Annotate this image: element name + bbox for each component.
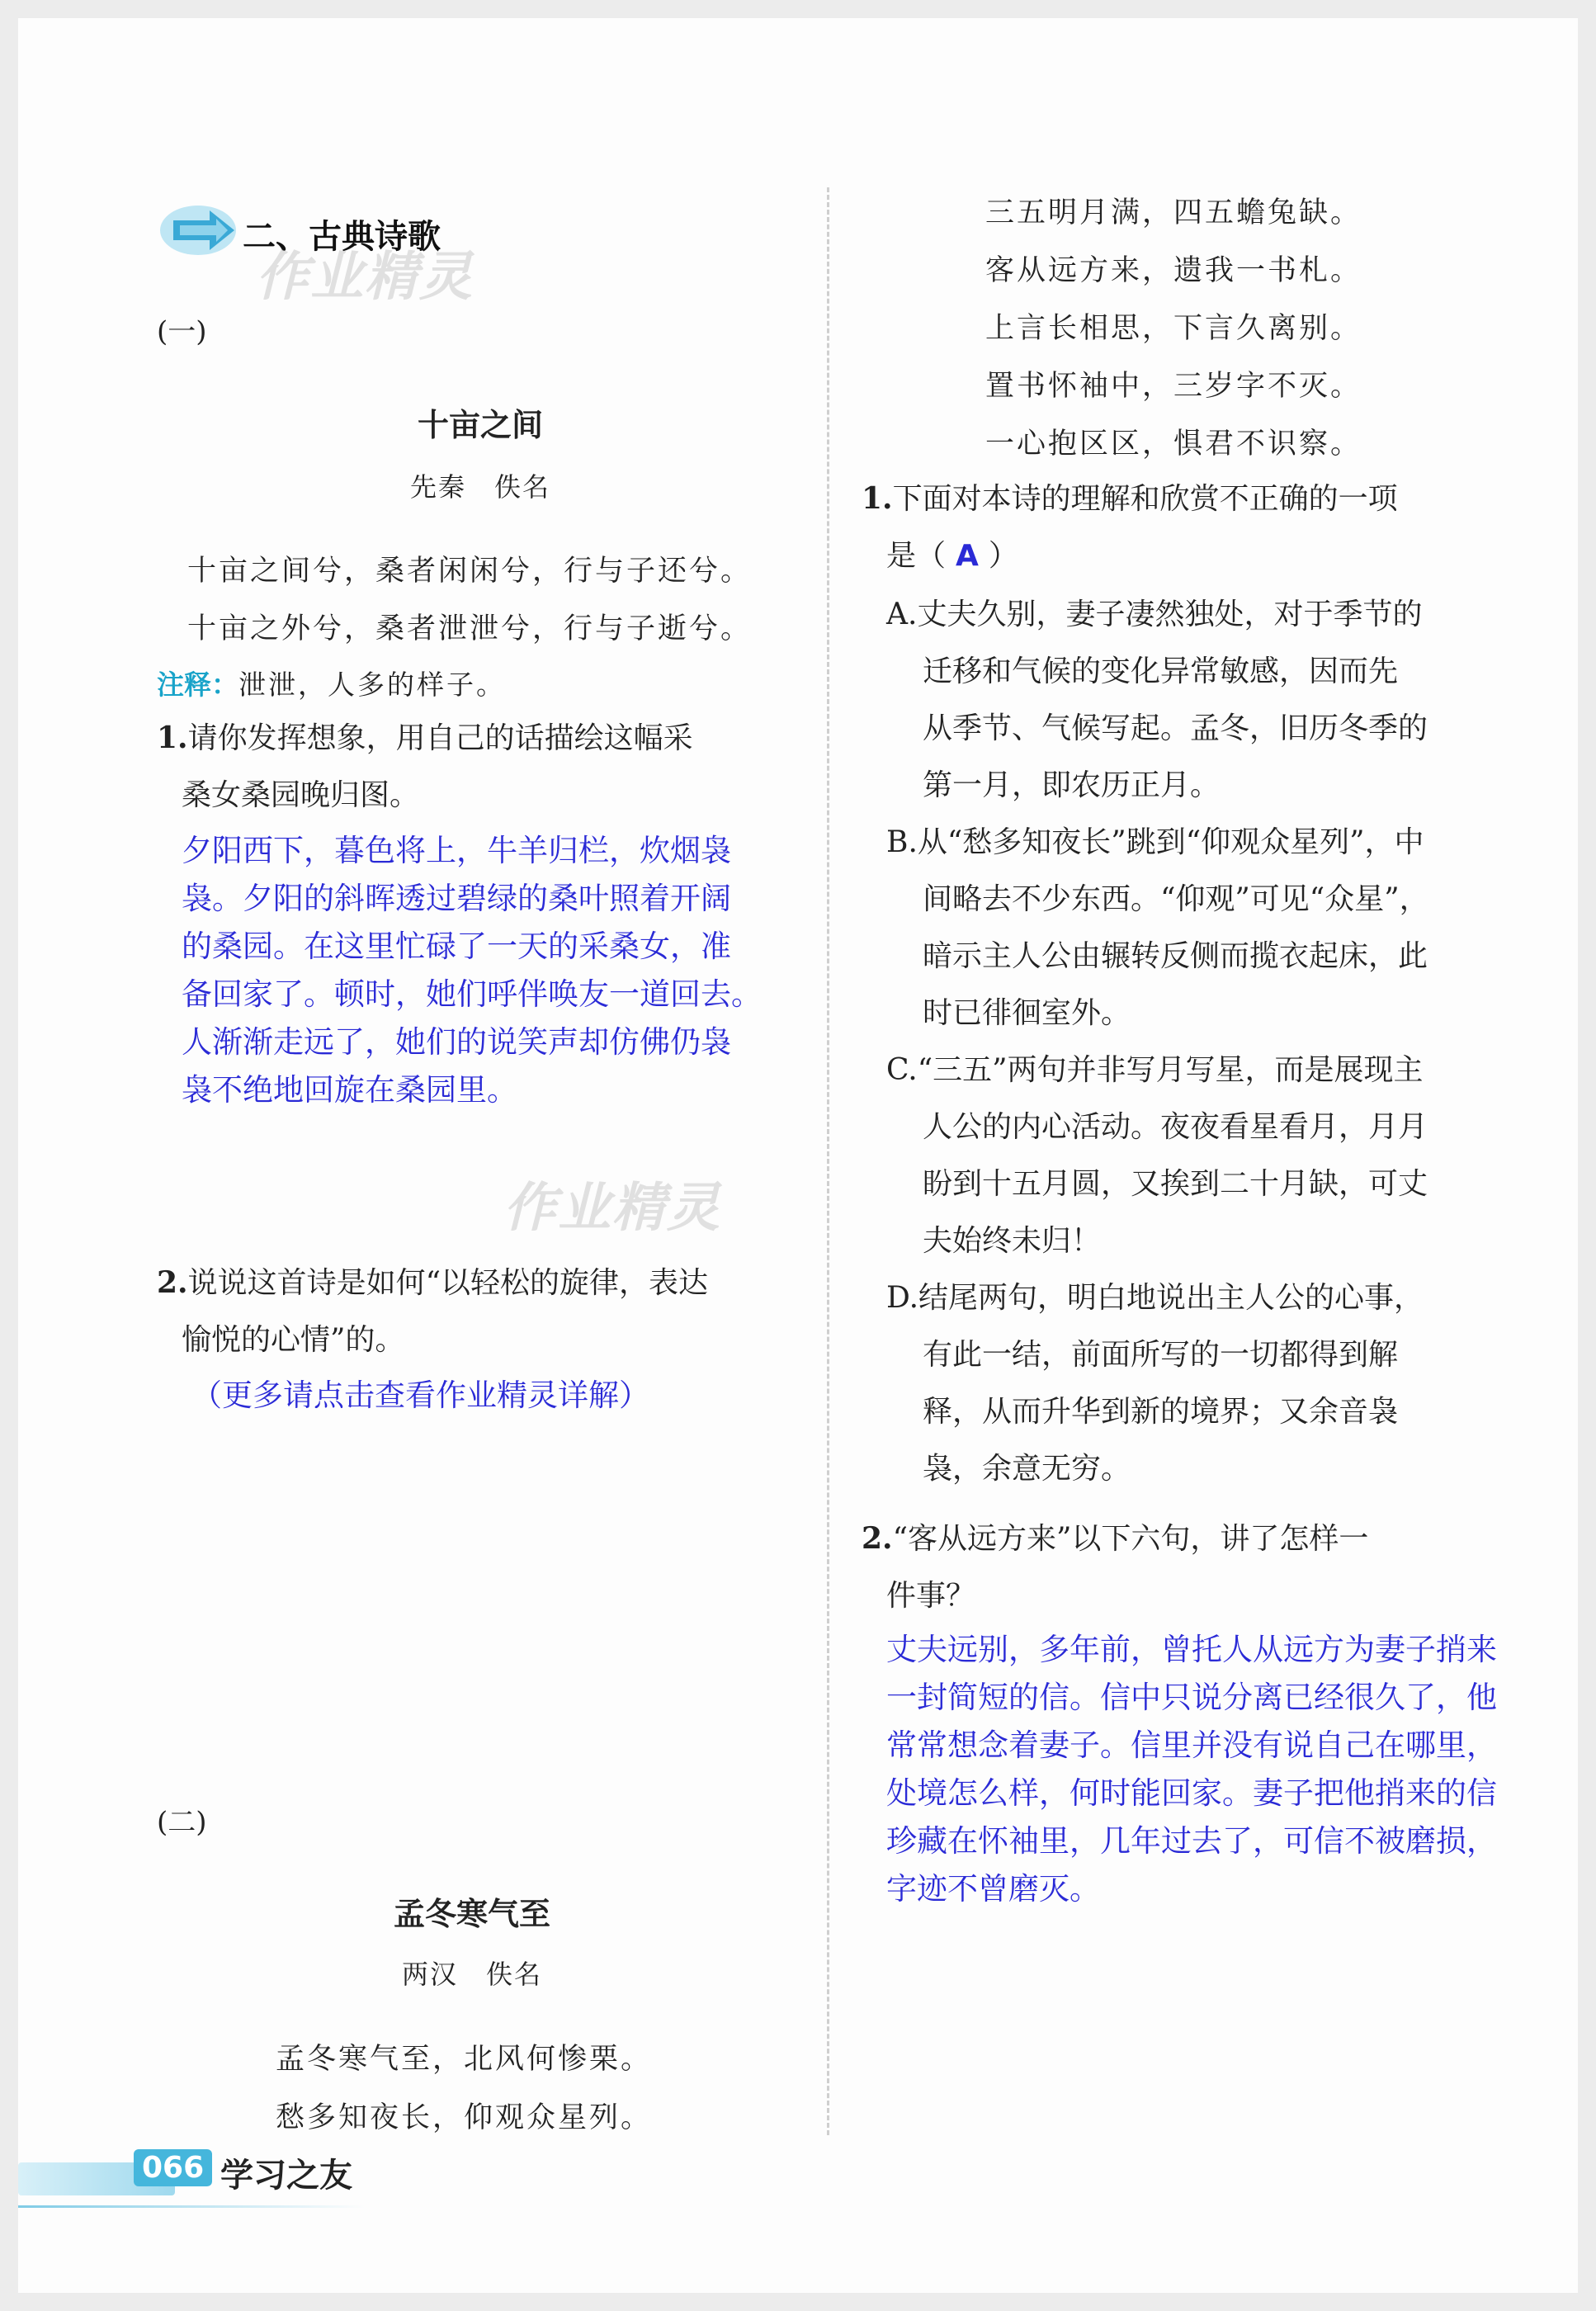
page-number: 066 [134, 2149, 212, 2186]
question-text-cont: 桑女桑园晚归图。 [182, 778, 420, 812]
poem-line: 一心抱区区，惧君不识察。 [985, 428, 1362, 461]
question-text: 下面对本诗的理解和欣赏不正确的一项 [892, 482, 1398, 516]
footer-rule [18, 2205, 365, 2208]
option-line: 袅，余意无穷。 [923, 1452, 1131, 1486]
option-line: 暗示主人公由辗转反侧而揽衣起床，此 [923, 939, 1428, 973]
poem-author: 先秦 佚名 [409, 471, 550, 503]
option-line: 夫始终未归！ [923, 1224, 1102, 1258]
option-b [886, 814, 1429, 1042]
question-number: 2. [157, 1265, 188, 1300]
question-number: 1. [157, 721, 188, 755]
question-text: 请你发挥想象，用自己的话描绘这幅采 [187, 721, 693, 755]
option-c [886, 1042, 1429, 1269]
part1-label: (一) [157, 315, 207, 348]
answer-line: 常常想念着妻子。信里并没有说自己在哪里， [886, 1727, 1497, 1763]
option-line: 时已徘徊室外。 [923, 996, 1131, 1030]
answer-line: 袅。夕阳的斜晖透过碧绿的桑叶照着开阔 [182, 881, 731, 916]
page [18, 18, 1578, 2293]
question-text-cont: 是（ [886, 539, 947, 573]
poem-line: 十亩之间兮，桑者闲闲兮，行与子还兮。 [187, 555, 753, 588]
option-line: 第一月，即农历正月。 [923, 768, 1221, 802]
question-text-cont: 愉悦的心情”的。 [182, 1323, 405, 1357]
option-line: A.丈夫久别，妻子凄然独处，对于季节的 [886, 598, 1423, 631]
answer-line: 人渐渐走远了，她们的说笑声却仿佛仍袅 [182, 1024, 731, 1060]
poem-line: 上言长相思，下言久离别。 [985, 312, 1362, 345]
option-line: B.从“愁多知夜长”跳到“仰观众星列”，中 [886, 825, 1424, 859]
option-line: D.结尾两句，明白地说出主人公的心事， [886, 1281, 1424, 1315]
answer-line: 处境怎么样，何时能回家。妻子把他捎来的信 [886, 1775, 1497, 1811]
option-line: 人公的内心活动。夜夜看星看月，月月 [923, 1110, 1428, 1144]
question-text-cont: 件事？ [886, 1579, 976, 1613]
option-line: C.“三五”两句并非写月写星，而是展现主 [886, 1053, 1424, 1087]
watermark: 作业精灵 [503, 1178, 721, 1239]
question-text: “客从远方来”以下六句，讲了怎样一 [892, 1522, 1369, 1556]
options [886, 586, 1429, 1497]
poem-line: 三五明月满，四五蟾兔缺。 [985, 196, 1362, 229]
answer-line: 的桑园。在这里忙碌了一天的采桑女，准 [182, 929, 731, 964]
more-link[interactable]: （更多请点击查看作业精灵详解） [191, 1378, 649, 1413]
option-line: 间略去不少东西。“仰观”可见“众星”， [923, 882, 1429, 916]
poem-author: 两汉 佚名 [401, 1959, 542, 1990]
question-text-end: ） [988, 539, 1018, 573]
note-label: 注释： [157, 669, 238, 701]
poem-line: 十亩之外兮，桑者泄泄兮，行与子逝兮。 [187, 612, 753, 645]
option-line: 释，从而升华到新的境界；又余音袅 [923, 1395, 1399, 1429]
selected-answer: A [956, 539, 979, 573]
poem-continued [985, 190, 1362, 479]
question-number: 2. [862, 1521, 893, 1556]
answer-line: 字迹不曾磨灭。 [886, 1871, 1100, 1907]
question-2-2 [862, 1510, 1538, 1624]
option-a [886, 586, 1429, 814]
question-1 [157, 710, 800, 824]
part2-label: (二) [157, 1806, 207, 1839]
question-number: 1. [862, 481, 893, 516]
column-divider [827, 187, 829, 2135]
option-line: 有此一结，前面所写的一切都得到解 [923, 1338, 1399, 1372]
question-text: 说说这首诗是如何“以轻松的旋律，表达 [187, 1266, 708, 1300]
answer-line: 夕阳西下，暮色将上，牛羊归栏，炊烟袅 [182, 833, 731, 868]
book-title: 学习之友 [220, 2156, 352, 2195]
answer-line: 袅不绝地回旋在桑园里。 [182, 1072, 517, 1108]
watermark: 作业精灵 [256, 247, 474, 308]
poem-line: 客从远方来，遗我一书札。 [985, 254, 1362, 287]
note-text: 泄泄，人多的样子。 [238, 669, 506, 701]
answer-line: 一封简短的信。信中只说分离已经很久了，他 [886, 1680, 1497, 1715]
poem-line: 置书怀袖中，三岁字不灭。 [985, 370, 1362, 403]
poem-line: 孟冬寒气至，北风何惨栗。 [276, 2043, 653, 2076]
question-2 [157, 1255, 800, 1368]
option-line: 从季节、气候写起。孟冬，旧历冬季的 [923, 711, 1428, 745]
part2-title-block [183, 1888, 761, 1992]
option-d [886, 1269, 1429, 1497]
part1-title-block [183, 399, 777, 504]
answer-line: 丈夫远别，多年前，曾托人从远方为妻子捎来 [886, 1632, 1497, 1667]
poem-line: 愁多知夜长，仰观众星列。 [276, 2101, 653, 2134]
option-line: 盼到十五月圆，又挨到二十月缺，可丈 [923, 1167, 1428, 1201]
arrow-icon [158, 196, 249, 262]
answer-block [886, 1626, 1497, 1913]
question-2-1 [862, 470, 1538, 584]
answer-block [182, 827, 762, 1114]
poem-title: 十亩之间 [417, 406, 543, 443]
answer-line: 备回家了。顿时，她们呼伴唤友一道回去。 [182, 976, 762, 1012]
option-line: 迁移和气候的变化异常敏感，因而先 [923, 655, 1399, 688]
note [157, 664, 506, 702]
answer-line: 珍藏在怀袖里，几年过去了，可信不被磨损， [886, 1823, 1497, 1859]
poem-title: 孟冬寒气至 [393, 1895, 550, 1932]
section-title: 二、古典诗歌 [243, 217, 441, 256]
